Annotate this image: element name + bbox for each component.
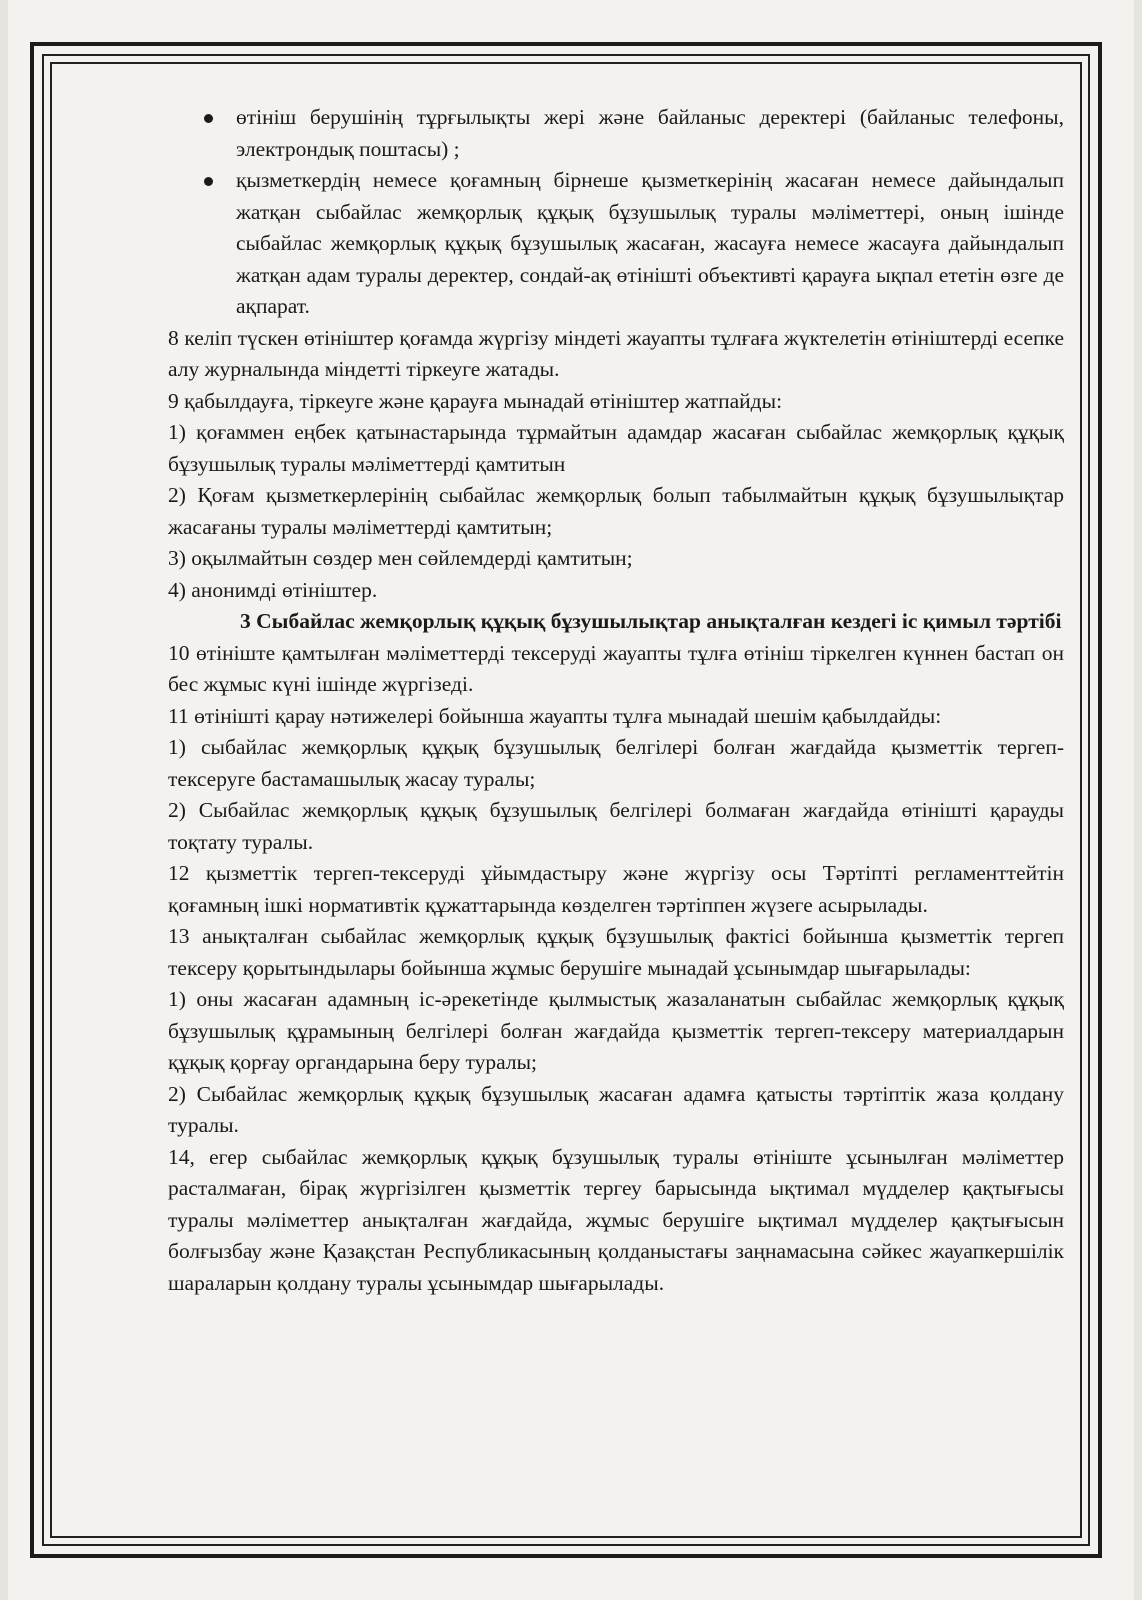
paragraph-10: 10 өтініште қамтылған мәліметтерді тексеруді жауапты тұлға өтініш тіркелген күннен бастап он бес жұмыс күні ішінде жүргізеді. bbox=[168, 640, 1064, 696]
paragraph-12: 12 қызметтік тергеп-тексеруді ұйымдастыру және жүргізу осы Тәртіпті регламенттейтін қоғамның ішкі нормативтік құжаттарында көзделген тәртіппен жүзеге асырылады. bbox=[168, 861, 1064, 917]
paragraph-11: 11 өтінішті қарау нәтижелері бойынша жауапты тұлға мынадай шешім қабылдайды: bbox=[168, 703, 942, 728]
paragraph-9-item-2: 2) Қоғам қызметкерлерінің сыбайлас жемқорлық болып табылмайтын құқық бұзушылықтар жасағаны туралы мәліметтерді қамтитын; bbox=[168, 483, 1064, 539]
bullet-item bbox=[168, 165, 1064, 323]
bullet-item bbox=[168, 102, 1064, 165]
document-body bbox=[168, 102, 1064, 1299]
bullet-dot-icon bbox=[204, 114, 213, 123]
document-page bbox=[8, 0, 1134, 1600]
bullet-dot-icon bbox=[204, 177, 213, 186]
paragraph-9: 9 қабылдауға, тіркеуге және қарауға мынадай өтініштер жатпайды: bbox=[168, 388, 783, 413]
bullet-text: қызметкердің немесе қоғамның бірнеше қызметкерінің жасаған немесе дайындалып жатқан сыбайлас жемқорлық құқық бұзушылық туралы мәліметтері, оның ішінде сыбайлас жемқорлық құқық бұзушылық жасаған, жасауға немесе жасауға дайындалып жатқан адам туралы деректер, сондай-ақ өтінішті объективті қарауға ықпал ететін өзге де ақпарат. bbox=[236, 168, 1064, 318]
paragraph-9-item-4: 4) анонимді өтініштер. bbox=[168, 577, 378, 602]
paragraph-11-item-2: 2) Сыбайлас жемқорлық құқық бұзушылық белгілері болмаған жағдайда өтінішті қарауды тоқтату туралы. bbox=[168, 798, 1064, 854]
paragraph-11-item-1: 1) сыбайлас жемқорлық құқық бұзушылық белгілері болған жағдайда қызметтік тергеп-тексеруге бастамашылық жасау туралы; bbox=[168, 735, 1064, 791]
section-heading: 3 Сыбайлас жемқорлық құқық бұзушылықтар анықталған кездегі іс қимыл тәртібі bbox=[240, 609, 1062, 633]
paragraph-14: 14, егер сыбайлас жемқорлық құқық бұзушылық туралы өтініште ұсынылған мәліметтер расталмаған, бірақ жүргізілген қызметтік тергеу барысында ықтимал мүдделер қақтығысы туралы мәліметтер анықталған жағдайда, жұмыс берушіге ықтимал мүдделер қақтығысын болғызбау және Қазақстан Республикасының қолданыстағы заңнамасына сәйкес жауапкершілік шараларын қолдану туралы ұсынымдар шығарылады. bbox=[168, 1144, 1064, 1295]
paragraph-13: 13 анықталған сыбайлас жемқорлық құқық бұзушылық фактісі бойынша қызметтік тергеп тексеру қорытындылары бойынша жұмыс берушіге мынадай ұсынымдар шығарылады: bbox=[168, 924, 1064, 980]
paragraph-9-item-3: 3) оқылмайтын сөздер мен сөйлемдерді қамтитын; bbox=[168, 546, 633, 570]
bullet-list bbox=[168, 102, 1064, 323]
paragraph-8: 8 келіп түскен өтініштер қоғамда жүргізу міндеті жауапты тұлғаға жүктелетін өтініштерді есепке алу журналында міндетті тіркеуге жатады. bbox=[168, 325, 1064, 381]
paragraph-13-item-2: 2) Сыбайлас жемқорлық құқық бұзушылық жасаған адамға қатысты тәртіптік жаза қолдану туралы. bbox=[168, 1081, 1064, 1137]
bullet-text: өтініш берушінің тұрғылықты жері және байланыс деректері (байланыс телефоны, электрондық поштасы) ; bbox=[236, 105, 1064, 161]
paragraph-13-item-1: 1) оны жасаған адамның іс-әрекетінде қылмыстық жазаланатын сыбайлас жемқорлық құқық бұзушылық құрамының белгілері болған жағдайда қызметтік тергеп-тексеру материалдарын құқық қорғау органдарына беру туралы; bbox=[168, 987, 1064, 1074]
paragraph-9-item-1: 1) қоғаммен еңбек қатынастарында тұрмайтын адамдар жасаған сыбайлас жемқорлық құқық бұзушылық туралы мәліметтерді қамтитын bbox=[168, 420, 1064, 476]
